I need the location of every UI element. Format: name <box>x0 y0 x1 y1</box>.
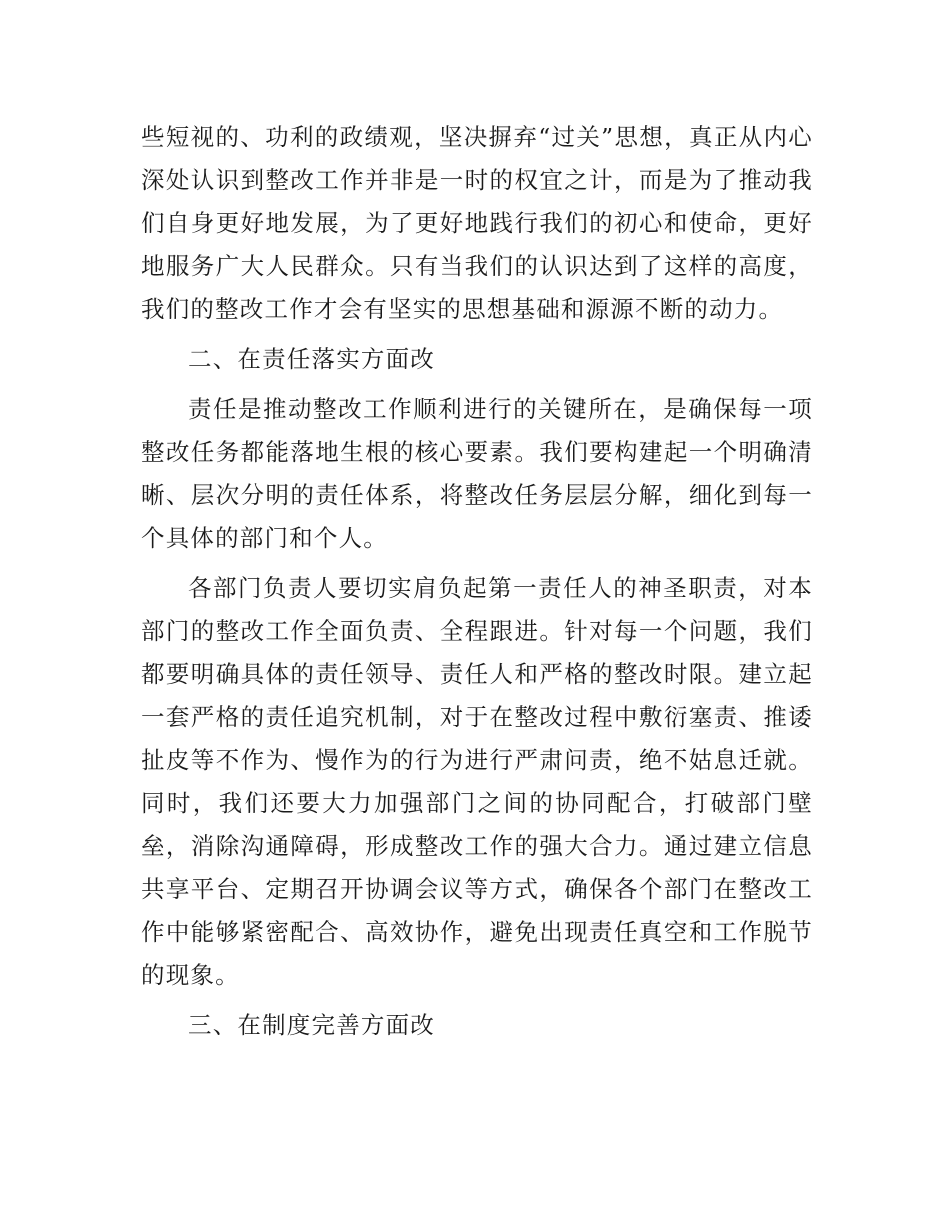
paragraph-continuation: 些短视的、功利的政绩观，坚决摒弃“过关”思想，真正从内心深处认识到整改工作并非是一时的权宜之计，而是为了推动我们自身更好地发展，为了更好地践行我们的初心和使命，更好地服务广大人民群众。只有当我们的认识达到了这样的高度，我们的整改工作才会有坚实的思想基础和源源不断的动力。 <box>141 123 813 323</box>
document-body <box>141 116 813 1054</box>
paragraph-responsibility-detail: 各部门负责人要切实肩负起第一责任人的神圣职责，对本部门的整改工作全面负责、全程跟进。针对每一个问题，我们都要明确具体的责任领导、责任人和严格的整改时限。建立起一套严格的责任追究机制，对于在整改过程中敷衍塞责、推诿扯皮等不作为、慢作为的行为进行严肃问责，绝不姑息迁就。同时，我们还要大力加强部门之间的协同配合，打破部门壁垒，消除沟通障碍，形成整改工作的强大合力。通过建立信息共享平台、定期召开协调会议等方式，确保各个部门在整改工作中能够紧密配合、高效协作，避免出现责任真空和工作脱节的现象。 <box>141 574 813 989</box>
paragraph-responsibility-intro: 责任是推动整改工作顺利进行的关键所在，是确保每一项整改任务都能落地生根的核心要素。我们要构建起一个明确清晰、层次分明的责任体系，将整改任务层层分解，细化到每一个具体的部门和个人。 <box>141 395 813 552</box>
section-heading-responsibility: 二、在责任落实方面改 <box>188 345 435 373</box>
section-heading-system: 三、在制度完善方面改 <box>188 1011 435 1039</box>
